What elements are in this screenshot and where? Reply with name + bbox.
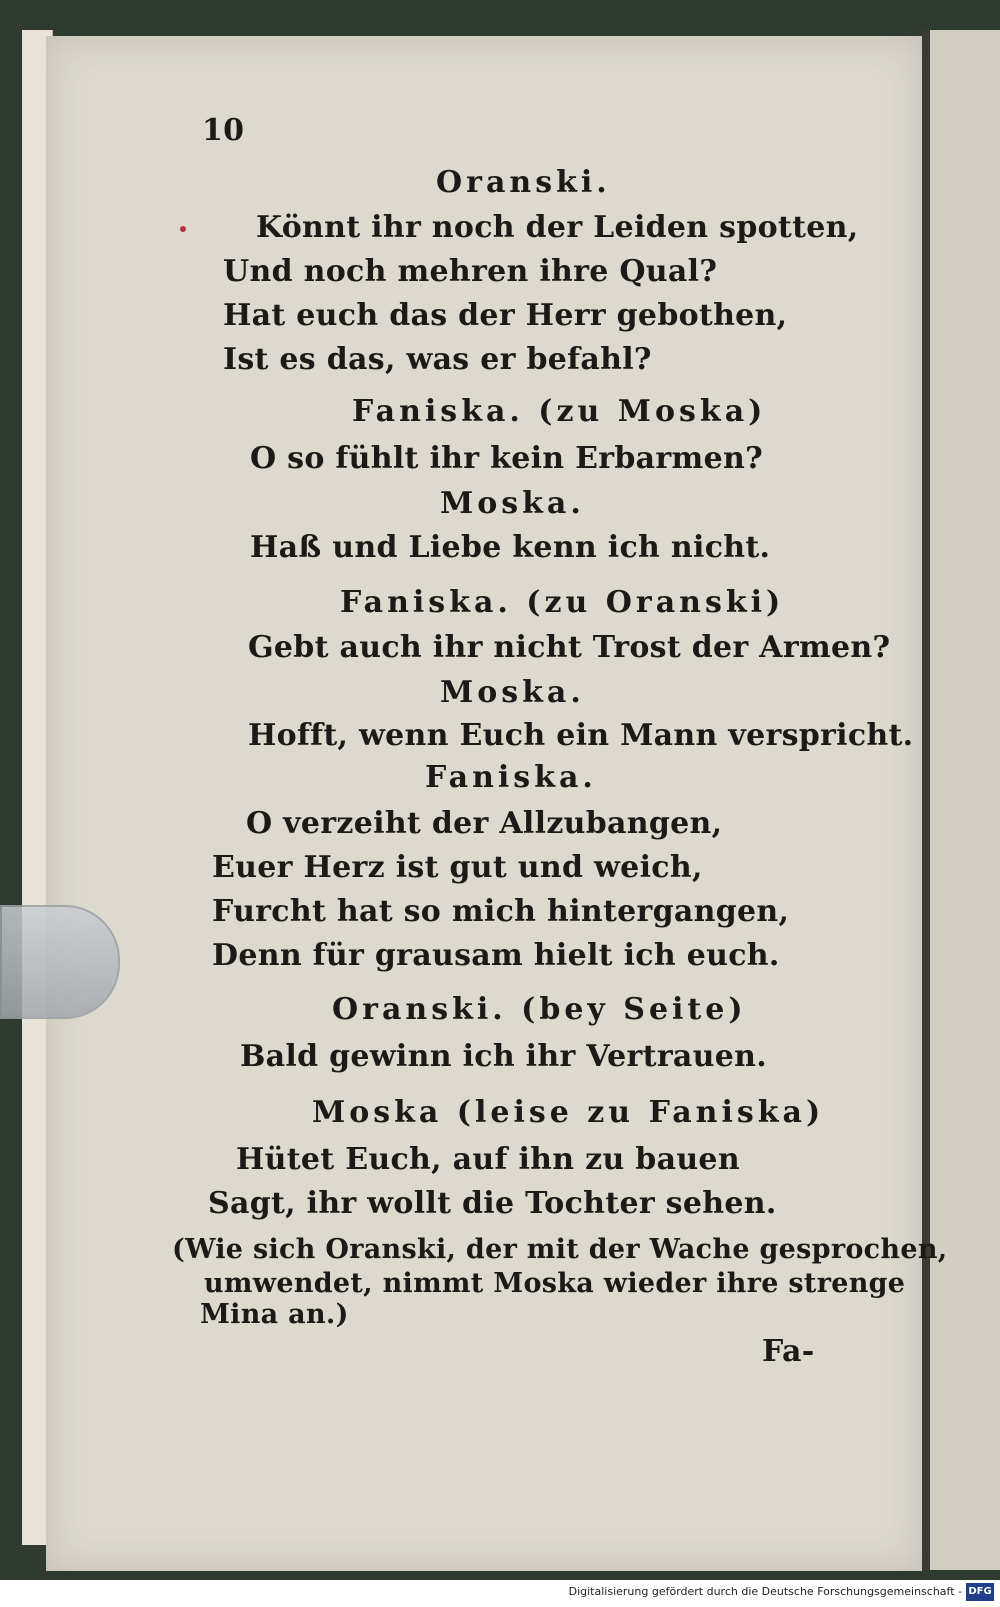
verse-line: Bald gewinn ich ihr Vertrauen. <box>240 1039 768 1074</box>
speaker-name: Faniska. (zu Moska) <box>352 394 767 429</box>
verse-line: Ist es das, was er befahl? <box>223 342 652 377</box>
verse-line: Denn für grausam hielt ich euch. <box>212 938 780 973</box>
speaker-name: Oranski. (bey Seite) <box>332 992 747 1027</box>
speaker-name: Moska (leise zu Faniska) <box>312 1095 825 1130</box>
red-ink-mark <box>180 226 186 232</box>
footer-bar <box>0 1580 1000 1607</box>
stage-direction: Mina an.) <box>200 1299 349 1330</box>
speaker-name: Moska. <box>440 675 585 710</box>
dfg-logo-icon: DFG <box>966 1583 994 1601</box>
book-gutter <box>922 30 930 1570</box>
catchword: Fa- <box>762 1334 815 1369</box>
verse-line: Hofft, wenn Euch ein Mann verspricht. <box>248 718 914 753</box>
speaker-name: Oranski. <box>436 165 611 200</box>
verse-line: Hat euch das der Herr gebothen, <box>223 298 788 333</box>
speaker-name: Faniska. <box>425 760 597 795</box>
verse-line: Furcht hat so mich hintergangen, <box>212 894 790 929</box>
verse-line: Gebt auch ihr nicht Trost der Armen? <box>248 630 891 665</box>
page-clip <box>0 905 120 1019</box>
verse-line: Könnt ihr noch der Leiden spotten, <box>256 210 859 245</box>
verse-line: Und noch mehren ihre Qual? <box>223 254 718 289</box>
facing-page-edge <box>930 30 1000 1570</box>
verse-line: Hütet Euch, auf ihn zu bauen <box>236 1142 740 1177</box>
verse-line: O so fühlt ihr kein Erbarmen? <box>250 441 763 476</box>
speaker-name: Moska. <box>440 486 585 521</box>
verse-line: Sagt, ihr wollt die Tochter sehen. <box>208 1186 777 1221</box>
stage-direction: (Wie sich Oranski, der mit der Wache gesprochen, <box>172 1234 948 1265</box>
verse-line: O verzeiht der Allzubangen, <box>246 806 723 841</box>
stage-direction: umwendet, nimmt Moska wieder ihre strenge <box>204 1268 906 1299</box>
page-number: 10 <box>202 113 245 148</box>
verse-line: Euer Herz ist gut und weich, <box>212 850 703 885</box>
verse-line: Haß und Liebe kenn ich nicht. <box>250 530 771 565</box>
funding-credit: Digitalisierung gefördert durch die Deutsche Forschungsgemeinschaft - <box>568 1585 962 1598</box>
speaker-name: Faniska. (zu Oranski) <box>340 585 785 620</box>
